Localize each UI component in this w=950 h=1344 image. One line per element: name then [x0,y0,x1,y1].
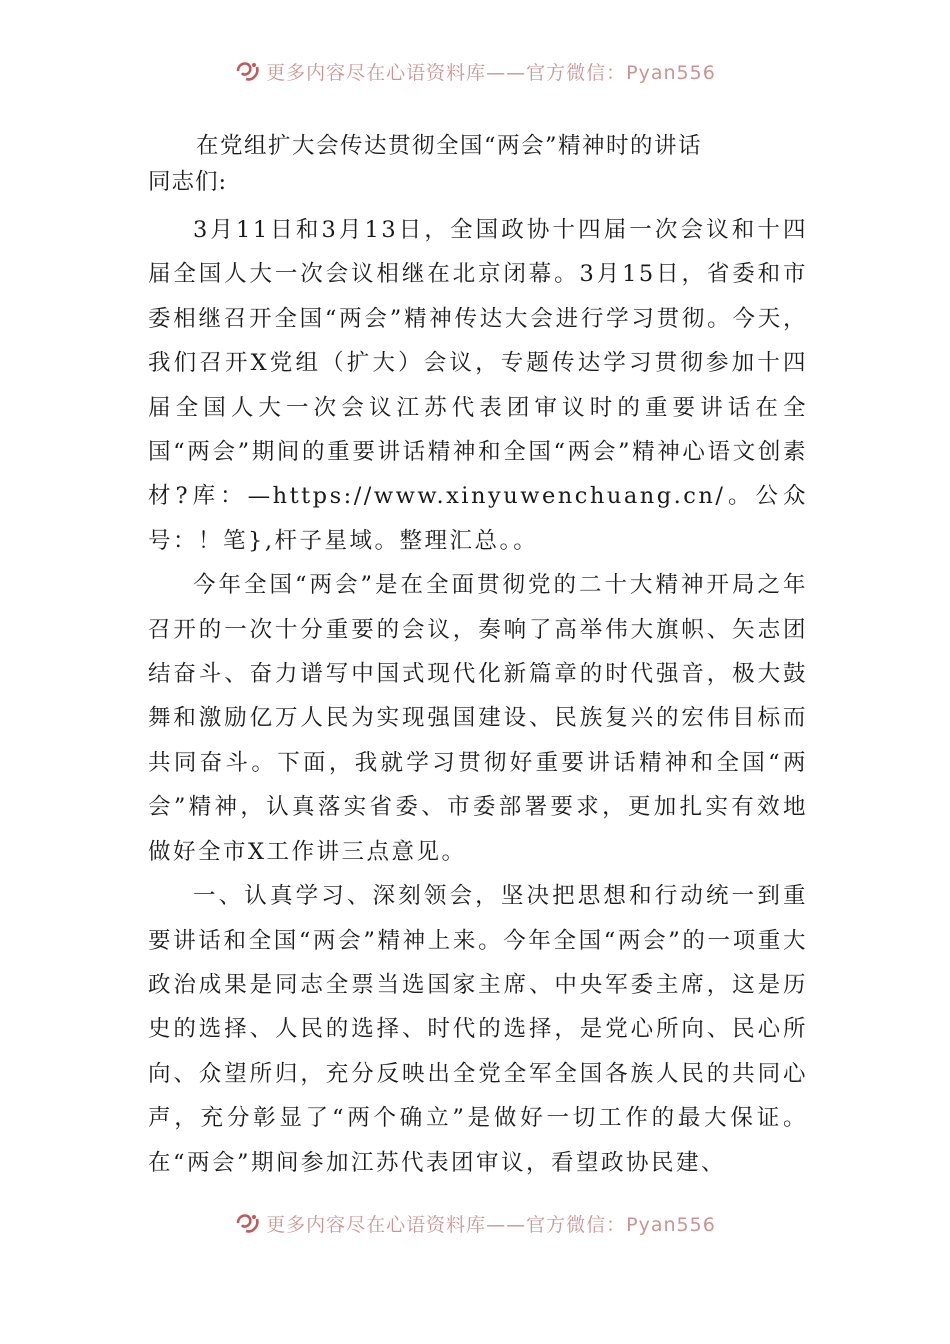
salutation: 同志们: [148,169,228,195]
footer-watermark [0,1208,950,1238]
paragraph-2: 今年全国“两会”是在全面贯彻党的二十大精神开局之年召开的一次十分重要的会议，奏响了高举伟大旗帜、矢志团结奋斗、奋力谱写中国式现代化新篇章的时代强音，极大鼓舞和激励亿万人民为实现强国建设、民族复兴的宏伟目标而共同奋斗。下面，我就学习贯彻好重要讲话精神和全国“两会”精神，认真落实省委、市委部署要求，更加扎实有效地做好全市X工作讲三点意见。 [148,572,808,865]
document-title: 在党组扩大会传达贯彻全国“两会”精神时的讲话 [196,133,703,159]
document-body [148,128,808,1185]
watermark-text: 更多内容尽在心语资料库——官方微信：Pyan556 [266,61,716,84]
brand-logo-icon [234,57,262,85]
brand-logo-icon [234,1209,262,1237]
paragraph-1: 3月11日和3月13日，全国政协十四届一次会议和十四届全国人大一次会议相继在北京闭幕。3月15日，省委和市委相继召开全国“两会”精神传达大会进行学习贯彻。今天，我们召开X党组（扩大）会议，专题传达学习贯彻参加十四届全国人大一次会议江苏代表团审议时的重要讲话在全国“两会”期间的重要讲话精神和全国“两会”精神心语文创素材?库：—https://www.xinyuwenchuang.cn/。公众号：！笔},杆子星域。整理汇总。。 [148,217,808,554]
header-watermark [0,56,950,86]
watermark-text: 更多内容尽在心语资料库——官方微信：Pyan556 [266,1213,716,1236]
paragraph-3: 一、认真学习、深刻领会，坚决把思想和行动统一到重要讲话和全国“两会”精神上来。今年全国“两会”的一项重大政治成果是同志全票当选国家主席、中央军委主席，这是历史的选择、人民的选择、时代的选择，是党心所向、民心所向、众望所归，充分反映出全党全军全国各族人民的共同心声，充分彰显了“两个确立”是做好一切工作的最大保证。在“两会”期间参加江苏代表团审议，看望政协民建、 [148,883,808,1176]
